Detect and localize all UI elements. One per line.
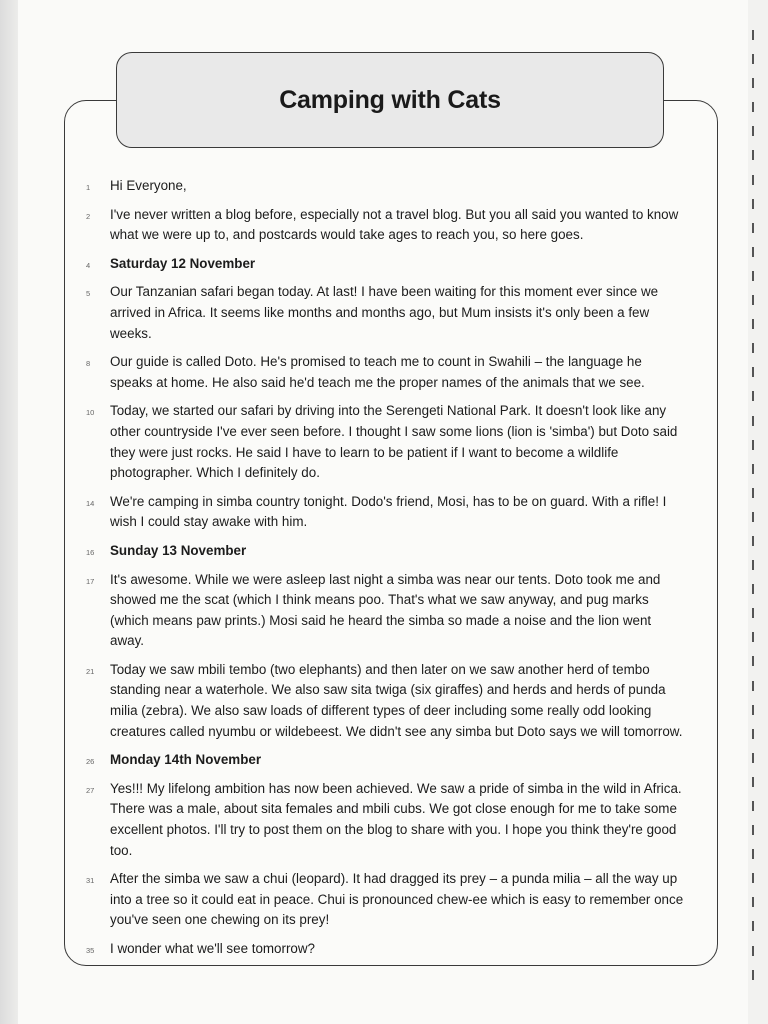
line-number: 26 [86, 757, 95, 767]
paragraph-text: It's awesome. While we were asleep last night a simba was near our tents. Doto took me and showed me the scat (which I think means poo. That's what we saw anyway, and pug marks (which means paw prints.) Mosi said he heard the simba so made a noise and the lion went away. [110, 571, 661, 649]
spiral-binding [750, 30, 756, 980]
binding-mark [752, 391, 754, 401]
binding-mark [752, 78, 754, 88]
binding-mark [752, 464, 754, 474]
binding-mark [752, 632, 754, 642]
blog-paragraph [86, 401, 686, 483]
binding-mark [752, 512, 754, 522]
line-number: 17 [86, 576, 95, 586]
binding-mark [752, 150, 754, 160]
line-number: 2 [86, 211, 91, 221]
blog-paragraph [86, 869, 686, 931]
binding-mark [752, 946, 754, 956]
paragraph-text: Today, we started our safari by driving into the Serengeti National Park. It doesn't look like any other countryside I've ever seen before. I thought I saw some lions (lion is 'simba') but Doto said they were just rocks. He said I have to learn to be patient if I want to become a wildlife photographer. Which I definitely do. [110, 403, 678, 481]
binding-mark [752, 199, 754, 209]
page-edge-shadow [0, 0, 18, 1024]
line-number: 31 [86, 876, 95, 886]
blog-paragraph [86, 492, 686, 533]
binding-mark [752, 777, 754, 787]
binding-mark [752, 367, 754, 377]
binding-mark [752, 343, 754, 353]
paragraph-text: Today we saw mbili tembo (two elephants) and then later on we saw another herd of tembo standing near a waterhole. We also saw sita twiga (six giraffes) and herds and herds of punda milia (zebra). We also saw loads of different types of deer including some really odd looking creatures called nyumbu or wildebeest. We didn't see any simba but Doto says we will tomorrow. [110, 661, 683, 739]
binding-mark [752, 319, 754, 329]
binding-mark [752, 705, 754, 715]
binding-mark [752, 656, 754, 666]
binding-mark [752, 54, 754, 64]
binding-mark [752, 560, 754, 570]
binding-mark [752, 801, 754, 811]
paragraph-text: Our Tanzanian safari began today. At last! I have been waiting for this moment ever since we arrived in Africa. It seems like months and months ago, but Mum insists it's only been a few weeks. [110, 284, 659, 341]
blog-paragraph [86, 205, 686, 246]
binding-mark [752, 295, 754, 305]
blog-paragraph [86, 570, 686, 652]
binding-mark [752, 608, 754, 618]
paragraph-text: Yes!!! My lifelong ambition has now been achieved. We saw a pride of simba in the wild in Africa. There was a male, about sita females and mbili cubs. We got close enough for me to take some excellent photos. I'll try to post them on the blog to share with you. I hope you think they're good too. [110, 780, 682, 858]
binding-mark [752, 271, 754, 281]
line-number: 14 [86, 498, 95, 508]
binding-mark [752, 970, 754, 980]
heading-text: Saturday 12 November [110, 255, 256, 271]
binding-mark [752, 416, 754, 426]
blog-paragraph [86, 779, 686, 861]
line-number: 1 [86, 183, 91, 192]
binding-mark [752, 825, 754, 835]
blog-paragraph [86, 282, 686, 344]
binding-mark [752, 584, 754, 594]
binding-mark [752, 30, 754, 40]
line-number: 35 [86, 946, 95, 955]
paragraph-text: After the simba we saw a chui (leopard). It had dragged its prey – a punda milia – all the way up into a tree so it could eat in peace. Chui is pronounced chew-ee which is easy to remember once you've seen one chewing on its prey! [110, 871, 684, 928]
binding-mark [752, 681, 754, 691]
binding-mark [752, 897, 754, 907]
blog-paragraph [86, 176, 686, 197]
binding-mark [752, 102, 754, 112]
line-number: 4 [86, 260, 91, 270]
paragraph-text: I've never written a blog before, especially not a travel blog. But you all said you wanted to know what we were up to, and postcards would take ages to reach you, so here goes. [110, 206, 679, 243]
blog-paragraph [86, 939, 686, 960]
binding-mark [752, 921, 754, 931]
paragraph-text: Our guide is called Doto. He's promised to teach me to count in Swahili – the language he speaks at home. He also said he'd teach me the proper names of the animals that we see. [110, 354, 645, 390]
line-number: 21 [86, 666, 95, 676]
binding-mark [752, 126, 754, 136]
blog-paragraph [86, 660, 686, 742]
blog-content [86, 176, 686, 968]
line-number: 8 [86, 359, 91, 369]
binding-mark [752, 440, 754, 450]
binding-mark [752, 175, 754, 185]
heading-text: Monday 14th November [110, 752, 262, 768]
binding-mark [752, 729, 754, 739]
paragraph-text: I wonder what we'll see tomorrow? [110, 941, 315, 956]
line-number: 10 [86, 408, 95, 418]
paragraph-text: We're camping in simba country tonight. Dodo's friend, Mosi, has to be on guard. With a rifle! I wish I could stay awake with him. [110, 493, 667, 530]
binding-mark [752, 536, 754, 546]
page-title: Camping with Cats [279, 85, 501, 114]
line-number: 16 [86, 547, 95, 557]
paragraph-text: Hi Everyone, [110, 178, 187, 193]
date-heading [86, 750, 686, 771]
binding-mark [752, 247, 754, 257]
date-heading [86, 254, 686, 275]
line-number: 5 [86, 289, 91, 299]
blog-paragraph [86, 352, 686, 393]
line-number: 27 [86, 785, 95, 795]
title-tab [116, 52, 664, 148]
heading-text: Sunday 13 November [110, 542, 247, 558]
binding-mark [752, 223, 754, 233]
binding-mark [752, 849, 754, 859]
binding-mark [752, 488, 754, 498]
date-heading [86, 541, 686, 562]
binding-mark [752, 753, 754, 763]
binding-mark [752, 873, 754, 883]
